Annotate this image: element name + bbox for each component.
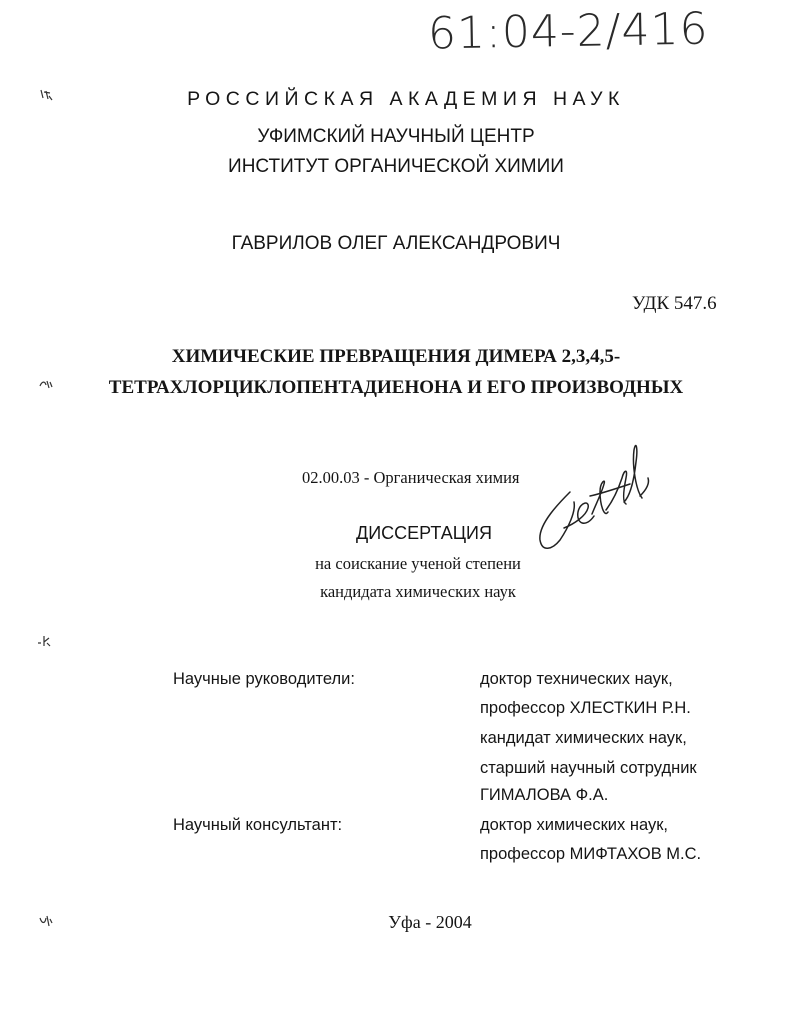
- document-type: ДИССЕРТАЦИЯ: [356, 523, 492, 543]
- degree-line-1: на соискание ученой степени: [315, 554, 521, 573]
- scan-mark-icon: [36, 634, 52, 648]
- degree-line-2: кандидата химических наук: [320, 582, 516, 601]
- academy-name: РОССИЙСКАЯ АКАДЕМИЯ НАУК: [187, 88, 625, 110]
- author-name: ГАВРИЛОВ ОЛЕГ АЛЕКСАНДРОВИЧ: [231, 233, 561, 254]
- dissertation-title-line-1: ХИМИЧЕСКИЕ ПРЕВРАЩЕНИЯ ДИМЕРА 2,3,4,5-: [171, 346, 621, 367]
- handwritten-archive-number: 61:04-2/416: [427, 3, 709, 60]
- scan-mark-icon: [38, 88, 54, 102]
- scan-mark-icon: [38, 914, 54, 928]
- supervisor-line: кандидат химических наук,: [480, 729, 687, 747]
- supervisor-line: ГИМАЛОВА Ф.А.: [480, 786, 609, 804]
- supervisor-line: доктор технических наук,: [480, 670, 673, 688]
- scan-mark-icon: [38, 378, 54, 390]
- scientific-center-name: УФИМСКИЙ НАУЧНЫЙ ЦЕНТР: [257, 126, 535, 147]
- institute-name: ИНСТИТУТ ОРГАНИЧЕСКОЙ ХИМИИ: [228, 156, 564, 177]
- dissertation-title-line-2: ТЕТРАХЛОРЦИКЛОПЕНТАДИЕНОНА И ЕГО ПРОИЗВОДНЫХ: [108, 377, 684, 398]
- supervisor-line: старший научный сотрудник: [480, 759, 697, 777]
- consultant-line: доктор химических наук,: [480, 816, 668, 834]
- handwritten-signature: [530, 432, 660, 560]
- place-and-year: Уфа - 2004: [388, 912, 472, 932]
- udc-code: УДК 547.6: [632, 293, 717, 314]
- supervisors-label: Научные руководители:: [173, 670, 355, 688]
- consultant-line: профессор МИФТАХОВ М.С.: [480, 845, 702, 863]
- consultant-label: Научный консультант:: [173, 816, 343, 834]
- supervisor-line: профессор ХЛЕСТКИН Р.Н.: [480, 699, 691, 717]
- specialty-code: 02.00.03 - Органическая химия: [302, 468, 520, 487]
